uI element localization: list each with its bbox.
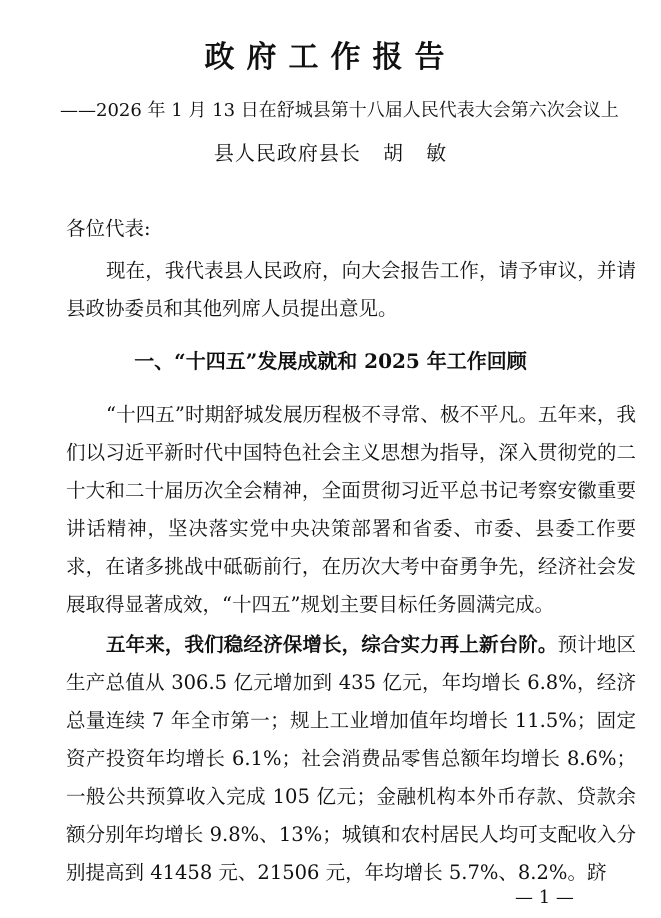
intro-paragraph: 现在，我代表县人民政府，向大会报告工作，请予审议，并请县政协委员和其他列席人员提出意见。 (66, 259, 636, 320)
document-subtitle: ——2026 年 1 月 13 日在舒城县第十八届人民代表大会第六次会议上 (60, 100, 619, 121)
section-heading: 一、“十四五”发展成就和 2025 年工作回顾 (134, 349, 527, 373)
section-paragraph-achievements (66, 626, 636, 892)
salutation: 各位代表: (66, 217, 151, 240)
paragraph-body: 预计地区生产总值从 306.5 亿元增加到 435 亿元，年均增长 6.8%，经济总量连续 7 年全市第一；规上工业增加值年均增长 11.5%；固定资产投资年均增长 6.1%；社会消费品零售总额年均增长 8.6%；一般公共预算收入完成 105 亿元；金融机构本外币存款、贷款余额分别年均增长 9.8%、13%；城镇和农村居民人均可支配收入分别提高到 41458 元、21506 元，年均增长 5.7%、8.2%。跻 (66, 633, 636, 884)
document-title: 政府工作报告 (204, 40, 457, 75)
section-paragraph: “十四五”时期舒城发展历程极不寻常、极不平凡。五年来，我们以习近平新时代中国特色社会主义思想为指导，深入贯彻党的二十大和二十届历次全会精神，全面贯彻习近平总书记考察安徽重要讲话精神，坚决落实党中央决策部署和省委、市委、县委工作要求，在诸多挑战中砥砺前行，在历次大考中奋勇争先，经济社会发展取得显著成效，“十四五”规划主要目标任务圆满完成。 (66, 403, 636, 616)
document-author: 县人民政府县长 胡 敏 (213, 141, 448, 165)
page-number: — 1 — (515, 887, 574, 908)
paragraph-lead: 五年来，我们稳经济保增长，综合实力再上新台阶。 (106, 633, 558, 656)
